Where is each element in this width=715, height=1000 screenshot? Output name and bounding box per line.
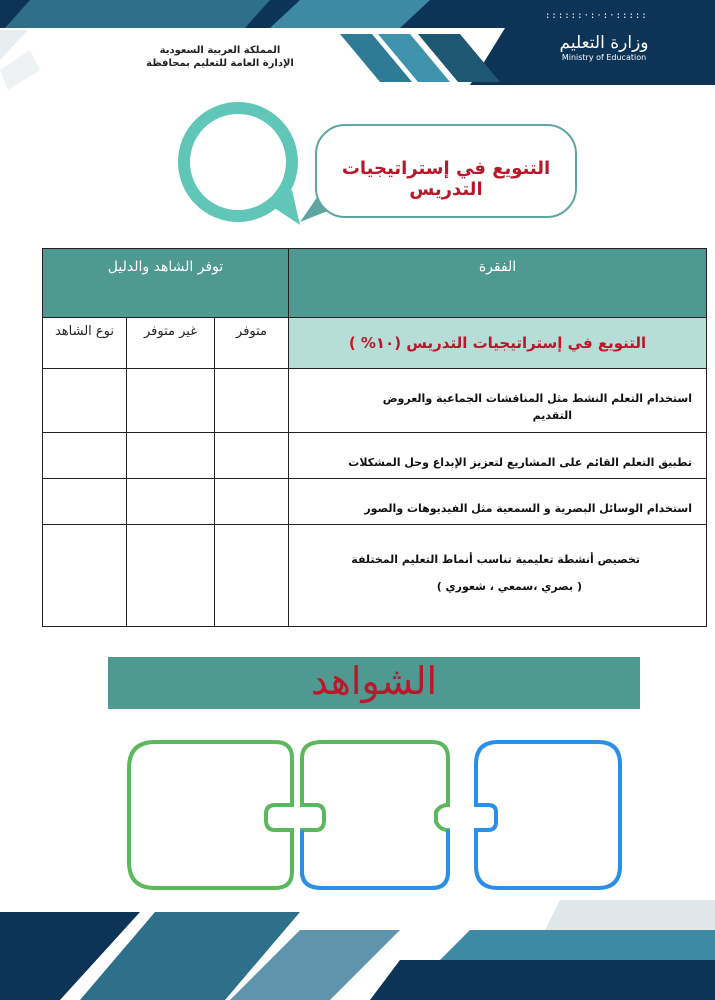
ministry-logo-arabic: وزارة التعليم xyxy=(559,33,649,53)
bottom-right-band xyxy=(370,960,715,1000)
speech-bubble-icon xyxy=(178,102,330,225)
bottom-right-stripe xyxy=(440,930,715,960)
evidence-title: الشواهد xyxy=(310,659,438,703)
cell-evidence-type[interactable] xyxy=(43,433,127,479)
org-line-2: الإدارة العامة للتعليم بمحافظة xyxy=(146,58,294,69)
row-item: استخدام الوسائل البصرية و السمعية مثل الفيديوهات والصور xyxy=(289,479,707,525)
corner-arrow-light-2 xyxy=(0,50,40,90)
cell-unavailable[interactable] xyxy=(127,479,215,525)
ministry-logo-english: Ministry of Education xyxy=(561,53,647,62)
sub-header-unavailable: غير متوفر xyxy=(127,318,215,369)
evidence-frame-2-blue xyxy=(302,830,448,888)
sub-header-available: متوفر xyxy=(215,318,289,369)
row-item: تطبيق التعلم القائم على المشاريع لتعزيز الإبداع وحل المشكلات xyxy=(289,433,707,479)
table-row xyxy=(43,479,707,525)
top-blue-stripe xyxy=(5,0,270,28)
cell-unavailable[interactable] xyxy=(127,525,215,627)
page-title: التنويع في إستراتيجيات التدريس xyxy=(341,158,551,200)
cell-available[interactable] xyxy=(215,433,289,479)
evaluation-table xyxy=(42,248,707,627)
cell-evidence-type[interactable] xyxy=(43,479,127,525)
org-line-1: المملكة العربية السعودية xyxy=(159,45,281,56)
row-item: تخصيص أنشطة تعليمية تناسب أنماط التعليم المختلفة ( بصري ،سمعي ، شعوري ) xyxy=(289,525,707,627)
ministry-logo-mark: ::::::·:·:·::::: xyxy=(545,11,648,21)
header-item-column: الفقرة xyxy=(289,249,707,318)
organization-header xyxy=(120,44,320,70)
cell-available[interactable] xyxy=(215,369,289,433)
table-row xyxy=(43,369,707,433)
cell-evidence-type[interactable] xyxy=(43,369,127,433)
cell-unavailable[interactable] xyxy=(127,433,215,479)
row-item: استخدام التعلم النشط مثل المناقشات الجماعية والعروض التقديم xyxy=(289,369,707,433)
bottom-light-stripe xyxy=(545,900,715,930)
cell-available[interactable] xyxy=(215,525,289,627)
evidence-frame-3 xyxy=(476,742,620,888)
table-row xyxy=(43,433,707,479)
cell-unavailable[interactable] xyxy=(127,369,215,433)
section-title: التنويع في إستراتيجيات التدريس (١٠% ) xyxy=(289,318,707,369)
evidence-frame-2-green xyxy=(302,742,448,888)
header-evidence-column: توفر الشاهد والدليل xyxy=(43,249,289,318)
cell-available[interactable] xyxy=(215,479,289,525)
sub-header-evidence-type: نوع الشاهد xyxy=(43,318,127,369)
evidence-frame-1 xyxy=(129,742,292,888)
table-row xyxy=(43,525,707,627)
cell-evidence-type[interactable] xyxy=(43,525,127,627)
